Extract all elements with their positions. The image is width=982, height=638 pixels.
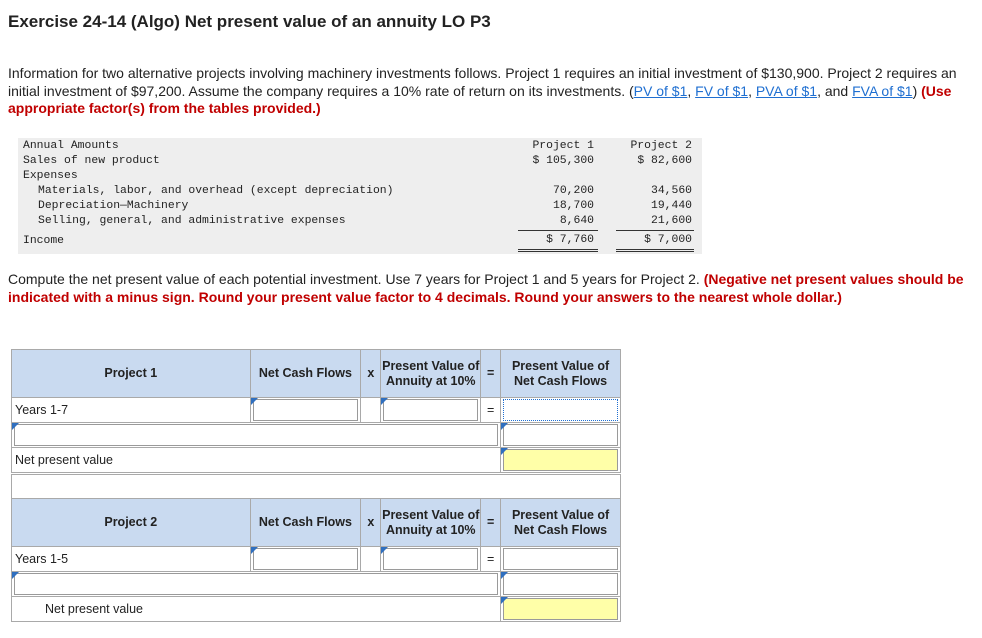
pva-factor-cell [381,398,481,423]
input-flag-icon [381,547,388,554]
depreciation-p2: 19,440 [650,200,692,212]
pv-of-1-link[interactable]: PV of $1 [633,82,688,99]
input-flag-icon [381,398,388,405]
years-1-7-label: Years 1-7 [12,398,251,423]
net-cash-flows-header: Net Cash Flows [250,499,361,547]
extra-row-value-cell [501,423,621,448]
pv-net-cash-flows-input-p1[interactable] [503,399,618,421]
income-rule-p2 [616,249,694,250]
blank-cell [12,475,621,499]
depreciation-p1: 18,700 [552,200,594,212]
npv-input-p2[interactable] [503,598,618,620]
materials-p1: 70,200 [552,185,594,197]
expenses-label: Expenses [23,170,78,182]
pv-net-cash-flows-header: Present Value of Net Cash Flows [501,499,621,547]
years-1-5-label: Years 1-5 [12,547,251,572]
input-flag-icon [12,423,19,430]
equals-symbol: = [481,398,501,423]
input-flag-icon [501,423,508,430]
input-flag-icon [501,572,508,579]
pv-net-cash-flows-header: Present Value of Net Cash Flows [501,350,621,398]
extra-row-value-cell [501,572,621,597]
npv-input-p1[interactable] [503,449,618,471]
sales-p2: $ 82,600 [637,155,692,167]
extra-row-value-input-p1[interactable] [503,424,618,446]
materials-p2: 34,560 [650,185,692,197]
pva-of-1-link[interactable]: PVA of $1 [755,82,818,99]
equals-symbol: = [481,547,501,572]
extra-row-cell [12,572,501,597]
table-row [12,423,621,448]
sales-p1: $ 105,300 [532,155,594,167]
project-1-npv-table [11,349,621,473]
input-flag-icon [251,547,258,554]
income-p1: $ 7,760 [546,234,594,246]
materials-label: Materials, labor, and overhead (except depreciation) [38,185,394,197]
npv-cell [501,448,621,473]
input-flag-icon [501,448,508,455]
net-cash-flows-input-p2[interactable] [253,548,359,570]
income-label: Income [23,235,65,247]
npv-label-p2: Net present value [12,597,501,622]
pva-header: Present Value of Annuity at 10% [381,499,481,547]
net-cash-flows-header: Net Cash Flows [250,350,361,398]
depreciation-label: Depreciation—Machinery [38,200,189,212]
pva-factor-input-p1[interactable] [383,399,478,421]
project-1-header: Project 1 [532,140,594,152]
compute-text: Compute the net present value of each potential investment. Use 7 years for Project 1 and 5 years for Project 2. [8,271,704,287]
selling-p1: 8,640 [559,215,594,227]
intro-paragraph [8,65,968,118]
compute-instruction: (Negative net present values should be indicated with a minus sign. Round your present value factor to 4 decimals. Round your answers to the nearest whole dollar.) [8,271,964,305]
sales-label: Sales of new product [23,155,160,167]
pva-header: Present Value of Annuity at 10% [381,350,481,398]
extra-row-value-input-p2[interactable] [503,573,618,595]
pva-factor-input-p2[interactable] [383,548,478,570]
extra-row-input-p2[interactable] [14,573,498,595]
npv-label-p1: Net present value [12,448,501,473]
extra-row-input-p1[interactable] [14,424,498,446]
spacer-cell [361,398,381,423]
table-row [12,547,621,572]
project-2-header: Project 2 [630,140,692,152]
net-cash-flows-cell [250,398,361,423]
input-flag-icon [12,572,19,579]
fv-of-1-link[interactable]: FV of $1 [695,82,749,99]
intro-sep: , [687,82,696,99]
pv-cell [501,547,621,572]
net-cash-flows-input-p1[interactable] [253,399,359,421]
income-double-rule-p2 [616,251,694,252]
intro-text: Information for two alternative projects involving machinery investments follows. Project 1 requires an initial investment of $130,900. Project 2 requires an initial investment of $97,200. Assume the company requires a 10% rate of return on its investments. ( [8,65,957,99]
intro-sep: , and [817,82,853,99]
spacer-cell [361,547,381,572]
fva-of-1-link[interactable]: FVA of $1 [852,82,913,99]
extra-row-cell [12,423,501,448]
intro-close: ) [912,82,922,99]
annual-amounts-header: Annual Amounts [23,140,119,152]
income-double-rule-p1 [518,251,598,252]
equals-symbol: = [481,350,501,398]
subtotal-rule-p1 [518,230,598,231]
equals-symbol: = [481,499,501,547]
intro-instruction: (Use appropriate factor(s) from the tables provided.) [8,82,952,116]
table-header-row [12,350,621,398]
input-flag-icon [251,398,258,405]
income-p2: $ 7,000 [644,234,692,246]
input-flag-icon [501,597,508,604]
pv-net-cash-flows-input-p2[interactable] [503,548,618,570]
selling-label: Selling, general, and administrative expenses [38,215,346,227]
intro-sep: , [748,82,756,99]
table-row [12,597,621,622]
income-rule-p1 [518,249,598,250]
npv-cell [501,597,621,622]
table-row [12,398,621,423]
times-symbol: x [361,350,381,398]
project-2-heading: Project 2 [12,499,251,547]
project-1-heading: Project 1 [12,350,251,398]
blank-row [12,475,621,499]
page-title: Exercise 24-14 (Algo) Net present value of an annuity LO P3 [8,12,491,31]
compute-instructions [8,271,968,306]
net-cash-flows-cell [250,547,361,572]
table-row [12,572,621,597]
table-row [12,448,621,473]
times-symbol: x [361,499,381,547]
pva-factor-cell [381,547,481,572]
table-header-row [12,499,621,547]
subtotal-rule-p2 [616,230,694,231]
selling-p2: 21,600 [650,215,692,227]
pv-cell [501,398,621,423]
project-data-table [18,138,702,254]
project-2-npv-table [11,474,621,622]
